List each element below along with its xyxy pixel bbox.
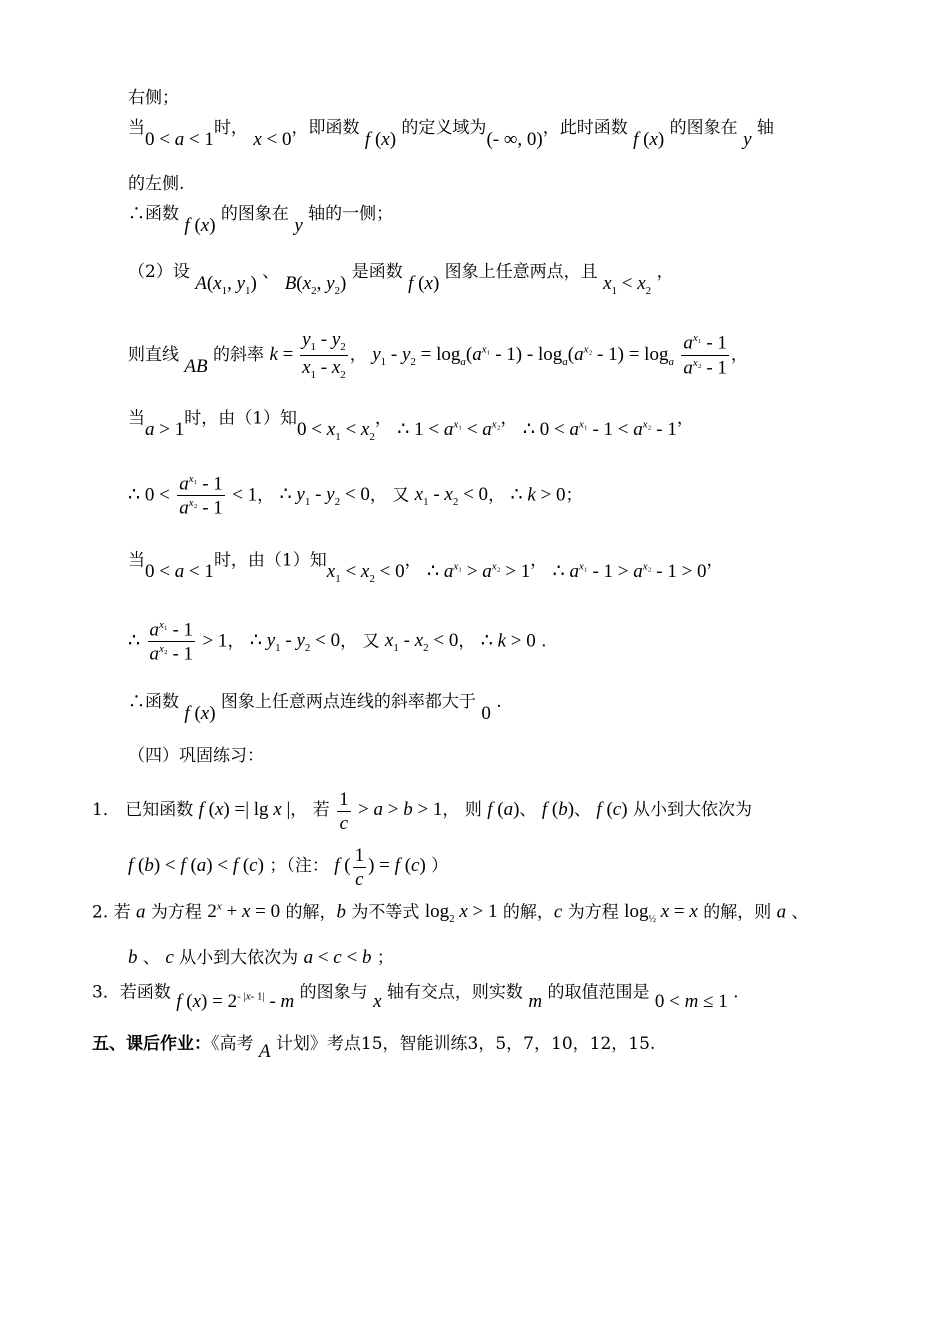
line-2: 当0 < a < 1时， x < 0，即函数 f (x) 的定义域为(- ∞, 0)，此时函数 f (x) 的图象在 y 轴 <box>128 118 774 150</box>
line-10: ∴ $\frac{a^{x_1} - 1}{a^{x_2} - 1}$ > 1， ∴ $y_1 - y_2 < 0$， 又 $x_1 - x_2 < 0$， ∴ k > 0 . <box>128 619 547 665</box>
line-18: 五、课后作业：《高考 A 计划》考点15，智能训练3，5，7，10，12，15. <box>92 1034 656 1062</box>
line-5: （2）设 $A(x_1$, $y_1$) 、 $B(x_2$, $y_2$) 是函数 f (x) 图象上任意两点，且 $x_1 < x_2$ ， <box>128 262 674 297</box>
line-16: b 、 c 从小到大依次为 a < c < b ； <box>128 947 394 968</box>
line-12: （四）巩固练习： <box>128 746 264 766</box>
ratio-fraction-1: $\frac{a^{x_1} - 1}{a^{x_2} - 1}$ <box>179 473 223 519</box>
line-4: ∴函数 f (x) 的图象在 y 轴的一侧； <box>128 204 394 236</box>
line-9: 当0 < a < 1时，由（1）知$x_1 < x_2 < 0$， ∴ $a^{x_1} > a^{x_2} > 1$， ∴ $a^{x_1} - 1 > a^{x_2} - 1 > 0$， <box>128 550 724 586</box>
line-11: ∴函数 f (x) 图象上任意两点连线的斜率都大于 0 . <box>128 692 502 724</box>
ratio-fraction-2: $\frac{a^{x_1} - 1}{a^{x_2} - 1}$ <box>149 619 194 665</box>
line-15: 2. 若 a 为方程 $2^x + x = 0$ 的解，b 为不等式 $\log_2 x > 1$ 的解，c 为方程 $\log_{\frac{1}{2}} x = x$ 的解，则 a 、 <box>92 901 809 926</box>
line-1: 右侧； <box>128 88 179 108</box>
note-fraction: $\frac{1}{c}$ <box>354 845 365 890</box>
slope-fraction: $\frac{y_1 - y_2}{x_1 - x_2}$ <box>302 329 346 381</box>
line-3: 的左侧. <box>128 174 185 194</box>
one-over-c: $\frac{1}{c}$ <box>339 789 349 834</box>
line-14: f (b) < f (a) < f (c) ；（注： f ( $\frac{1}{c}$ ) = f (c) ） <box>128 845 449 890</box>
line-13: 1． 已知函数 f (x) =| lg x |， 若 $\frac{1}{c}$ > a > b > 1， 则 f (a)、 f (b)、 f (c) 从小到大依次为 <box>92 789 752 834</box>
log-fraction: $\frac{a^{x_1} - 1}{a^{x_2} - 1}$ <box>683 332 727 379</box>
line-17: 3．若函数 f $(x) = 2^{- |x- 1|} - m$ 的图象与 x 轴有交点，则实数 m 的取值范围是 0 < m ≤ 1 . <box>92 982 739 1013</box>
line-7: 当a > 1时，由（1）知$0 < x_1 < x_2$， ∴ $1 < a^{x_1} < a^{x_2}$， ∴ $0 < a^{x_1} - 1 < a^{x_2} - 1$， <box>128 408 694 444</box>
line-8: ∴ 0 < $\frac{a^{x_1} - 1}{a^{x_2} - 1}$ < 1， ∴ $y_1 - y_2 < 0$， 又 $x_1 - x_2 < 0$， ∴ k > 0； <box>128 473 583 519</box>
line-6: 则直线 AB 的斜率 k = $\frac{y_1 - y_2}{x_1 - x_2}$ ， $y_1 - y_2 = \log_a(a^{x_1} - 1) - \log_a(a^{x_2} - 1) = \log_a$ $\frac{a^{x_1} - 1}{a^{x_2} - 1}$ ， <box>128 329 748 381</box>
